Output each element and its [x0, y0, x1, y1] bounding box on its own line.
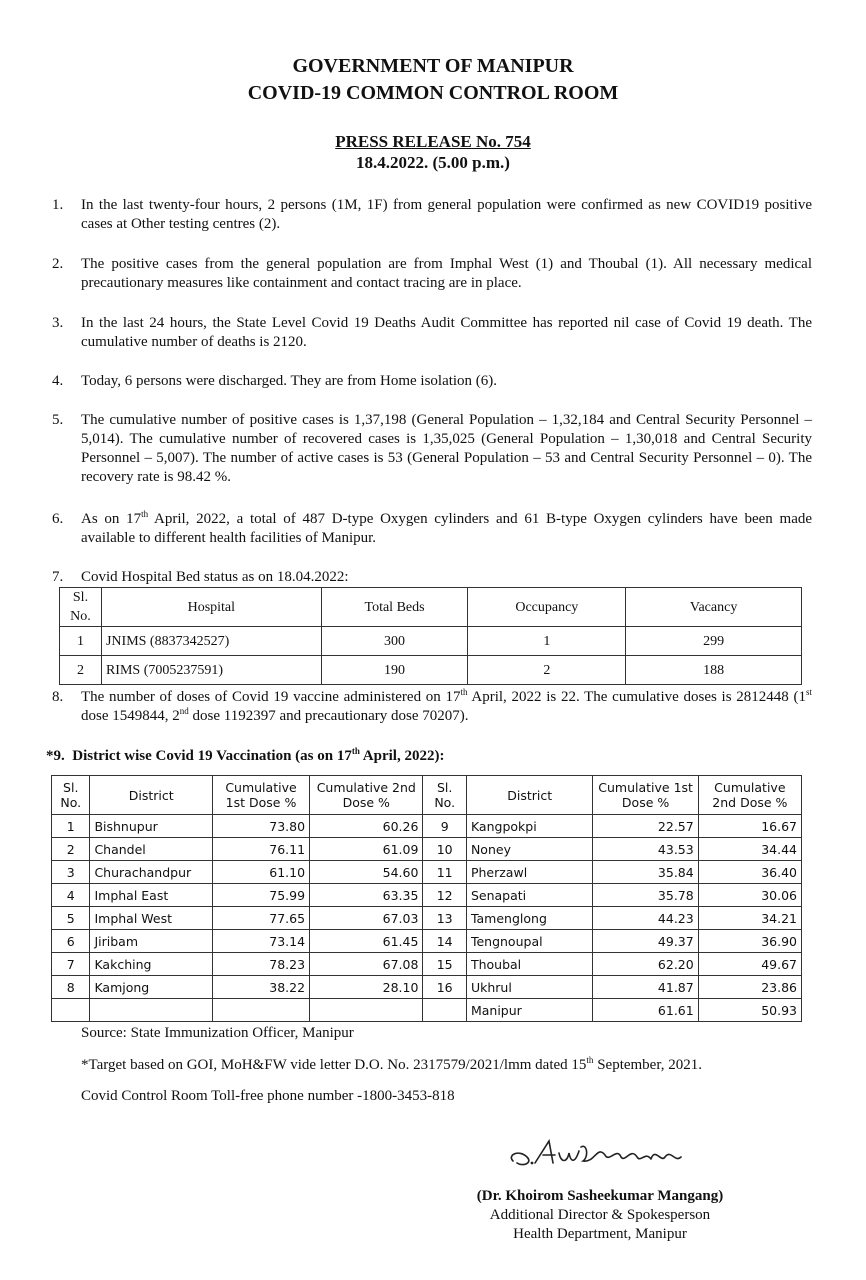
table-cell: [310, 999, 423, 1022]
col-hospital: Hospital: [101, 588, 321, 627]
press-release-number: PRESS RELEASE No. 754: [335, 132, 531, 151]
table-cell: 8: [52, 976, 90, 999]
table-cell: 61.09: [310, 838, 423, 861]
col-sl-no-right: Sl. No.: [423, 776, 467, 815]
table-cell: 75.99: [212, 884, 309, 907]
table-cell: Noney: [466, 838, 593, 861]
table-cell: 16.67: [698, 815, 801, 838]
table-row: [52, 976, 802, 999]
table-cell: Thoubal: [466, 953, 593, 976]
table-row: [52, 861, 802, 884]
table-cell: 1: [52, 815, 90, 838]
item-5: 5. The cumulative number of positive cases is 1,37,198 (General Population – 1,32,184 and Central Security Personnel – 5,014). The cumulative number of recovered cases is 1,35,025 (General Population – 1,30,018 and Central Security Personnel – 5,007). The number of active cases is 53 (General Population – 53 and Central Security Personnel – 0). The recovery rate is 98.42 %.: [52, 412, 812, 485]
table-cell: 36.40: [698, 861, 801, 884]
source-note: Source: State Immunization Officer, Manipur: [81, 1025, 354, 1041]
col-first-dose-left: Cumulative 1st Dose %: [212, 776, 309, 815]
table-cell: 61.45: [310, 930, 423, 953]
table-cell: 11: [423, 861, 467, 884]
district-vaccination-table: [51, 775, 802, 1022]
table-cell: Senapati: [466, 884, 593, 907]
table-cell: 34.44: [698, 838, 801, 861]
table-cell: 44.23: [593, 907, 698, 930]
table-cell: 30.06: [698, 884, 801, 907]
table-cell: 22.57: [593, 815, 698, 838]
col-total-beds: Total Beds: [321, 588, 468, 627]
table-row: [52, 838, 802, 861]
table-cell: Jiribam: [90, 930, 212, 953]
table-row: 1 JNIMS (8837342527) 300 1 299: [60, 627, 802, 656]
item-1: 1. In the last twenty-four hours, 2 persons (1M, 1F) from general population were confirmed as new COVID19 positive cases at Other testing centres (2).: [52, 197, 812, 232]
col-district-left: District: [90, 776, 212, 815]
table-cell: 62.20: [593, 953, 698, 976]
table-row: [52, 907, 802, 930]
table-row: [52, 884, 802, 907]
item-6: 6. As on 17th April, 2022, a total of 487 D-type Oxygen cylinders and 61 B-type Oxygen cylinders have been made available to different health facilities of Manipur.: [52, 509, 813, 546]
table-cell: Manipur: [466, 999, 593, 1022]
table-cell: 35.78: [593, 884, 698, 907]
signatory-name: (Dr. Khoirom Sasheekumar Mangang): [476, 1188, 724, 1204]
table-cell: Bishnupur: [90, 815, 212, 838]
table-row: [52, 953, 802, 976]
table-cell: Kangpokpi: [466, 815, 593, 838]
table-cell: 63.35: [310, 884, 423, 907]
table-cell: 60.26: [310, 815, 423, 838]
table-cell: 61.61: [593, 999, 698, 1022]
table-cell: 28.10: [310, 976, 423, 999]
table-cell: [423, 999, 467, 1022]
target-note: *Target based on GOI, MoH&FW vide letter D.O. No. 2317579/2021/lmm dated 15th September, 2021.: [81, 1055, 702, 1073]
table-cell: 50.93: [698, 999, 801, 1022]
table-cell: 38.22: [212, 976, 309, 999]
table-cell: Tamenglong: [466, 907, 593, 930]
item-7: 7. Covid Hospital Bed status as on 18.04.2022:: [52, 569, 349, 585]
item-9-heading: *9. District wise Covid 19 Vaccination (as on 17th April, 2022):: [46, 746, 445, 764]
col-sl-no: Sl. No.: [60, 588, 102, 627]
table-row: [52, 930, 802, 953]
col-first-dose-right: Cumulative 1st Dose %: [593, 776, 698, 815]
press-release-date: 18.4.2022. (5.00 p.m.): [356, 153, 510, 172]
table-cell: [52, 999, 90, 1022]
table-cell: 16: [423, 976, 467, 999]
item-8: 8. The number of doses of Covid 19 vaccine administered on 17th April, 2022 is 22. The cumulative doses is 2812448 (1st dose 1549844, 2nd dose 1192397 and precautionary dose 70207).: [52, 687, 812, 724]
table-cell: 5: [52, 907, 90, 930]
table-cell: 36.90: [698, 930, 801, 953]
table-cell: Imphal East: [90, 884, 212, 907]
table-cell: Tengnoupal: [466, 930, 593, 953]
table-cell: 3: [52, 861, 90, 884]
table-cell: Imphal West: [90, 907, 212, 930]
table-cell: 73.80: [212, 815, 309, 838]
table-cell: Kakching: [90, 953, 212, 976]
table-cell: 73.14: [212, 930, 309, 953]
col-district-right: District: [466, 776, 593, 815]
col-second-dose-left: Cumulative 2nd Dose %: [310, 776, 423, 815]
table-cell: 13: [423, 907, 467, 930]
table-cell: 12: [423, 884, 467, 907]
header-government: GOVERNMENT OF MANIPUR: [292, 55, 574, 77]
table-cell: 67.08: [310, 953, 423, 976]
tollfree-note: Covid Control Room Toll-free phone number -1800-3453-818: [81, 1088, 455, 1104]
signatory-department: Health Department, Manipur: [513, 1226, 687, 1242]
table-cell: Churachandpur: [90, 861, 212, 884]
hospital-bed-table: [59, 587, 802, 685]
table-cell: 6: [52, 930, 90, 953]
table-cell: 54.60: [310, 861, 423, 884]
table-cell: Chandel: [90, 838, 212, 861]
table-cell: 2: [52, 838, 90, 861]
table-cell: Pherzawl: [466, 861, 593, 884]
table-cell: 15: [423, 953, 467, 976]
table-cell: [90, 999, 212, 1022]
table-cell: 7: [52, 953, 90, 976]
table-cell: 10: [423, 838, 467, 861]
table-cell: 35.84: [593, 861, 698, 884]
table-cell: 78.23: [212, 953, 309, 976]
table-cell: [212, 999, 309, 1022]
signatory-title: Additional Director & Spokesperson: [489, 1207, 711, 1223]
table-cell: Ukhrul: [466, 976, 593, 999]
table-row: [52, 999, 802, 1022]
table-cell: 14: [423, 930, 467, 953]
table-row: [52, 815, 802, 838]
table-cell: 61.10: [212, 861, 309, 884]
table-cell: 34.21: [698, 907, 801, 930]
table-cell: 77.65: [212, 907, 309, 930]
table-cell: 9: [423, 815, 467, 838]
signature-image: [505, 1133, 695, 1177]
col-occupancy: Occupancy: [468, 588, 626, 627]
table-cell: 43.53: [593, 838, 698, 861]
item-2: 2. The positive cases from the general population are from Imphal West (1) and Thoubal (1). All necessary medical precautionary measures like containment and contact tracing are in place.: [52, 256, 812, 291]
table-cell: 49.37: [593, 930, 698, 953]
table-cell: 49.67: [698, 953, 801, 976]
item-3: 3. In the last 24 hours, the State Level Covid 19 Deaths Audit Committee has reported nil case of Covid 19 death. The cumulative number of deaths is 2120.: [52, 315, 812, 350]
header-control-room: COVID-19 COMMON CONTROL ROOM: [247, 82, 619, 104]
item-4: 4. Today, 6 persons were discharged. They are from Home isolation (6).: [52, 373, 498, 389]
table-cell: 41.87: [593, 976, 698, 999]
table-cell: 67.03: [310, 907, 423, 930]
col-sl-no-left: Sl. No.: [52, 776, 90, 815]
table-cell: 76.11: [212, 838, 309, 861]
col-second-dose-right: Cumulative 2nd Dose %: [698, 776, 801, 815]
table-header-row: [52, 776, 802, 815]
col-vacancy: Vacancy: [626, 588, 802, 627]
table-cell: 23.86: [698, 976, 801, 999]
table-row: 2 RIMS (7005237591) 190 2 188: [60, 656, 802, 685]
table-cell: Kamjong: [90, 976, 212, 999]
table-cell: 4: [52, 884, 90, 907]
table-header-row: [60, 588, 802, 627]
